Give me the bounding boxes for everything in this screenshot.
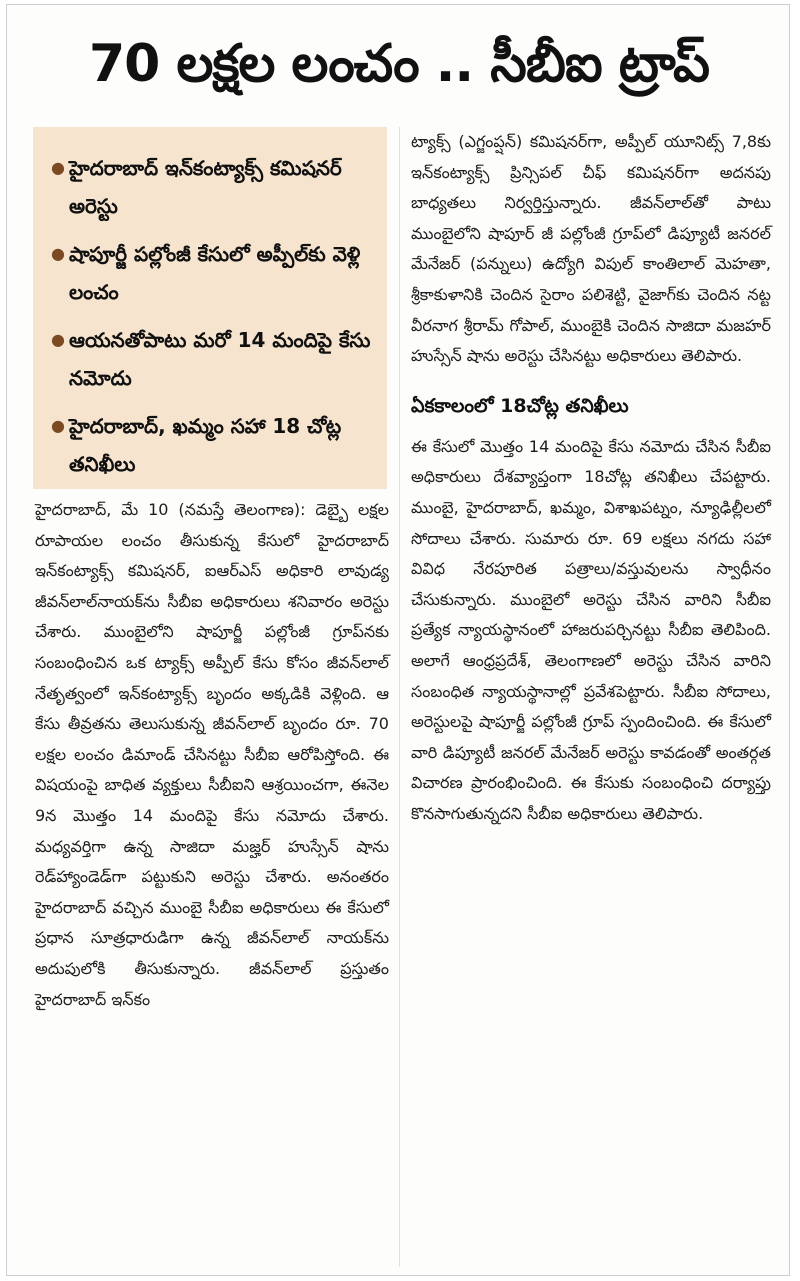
headline: 70 లక్షల లంచం .. సీబీఐ ట్రాప్ bbox=[89, 34, 709, 94]
highlight-text: హైదరాబాద్, ఖమ్మం సహా 18 చోట్ల తనిఖీలు bbox=[69, 414, 342, 476]
highlight-item bbox=[51, 149, 373, 225]
column-divider bbox=[399, 127, 400, 1267]
highlight-item bbox=[51, 321, 373, 397]
bullet-icon: ● bbox=[51, 244, 65, 263]
highlights-box bbox=[33, 127, 387, 489]
highlight-text: హైదరాబాద్ ఇన్‌కంట్యాక్స్ కమిషనర్ అరెస్టు bbox=[69, 156, 342, 218]
left-column bbox=[35, 495, 389, 1015]
bullet-icon: ● bbox=[51, 330, 65, 349]
bullet-icon: ● bbox=[51, 416, 65, 435]
subheading: ఏకకాలంలో 18చోట్ల తనిఖీలు bbox=[411, 394, 629, 417]
article-paragraph: ట్యాక్స్ (ఎగ్జంప్షన్) కమిషనర్‌గా, అప్పీల్ యూనిట్స్ 7,8కు ఇన్‌కంట్యాక్స్ ప్రిన్సిపల్ చీఫ్ కమిషనర్‌గా అదనపు బాధ్యతలు నిర్వర్తిస్తున్నారు. జీవన్‌లాల్‌తో పాటు ముంబైలోని షాపూర్ జీ పల్లోంజీ గ్రూప్‌లో డిప్యూటీ జనరల్ మేనేజర్ (పన్నులు) ఉద్యోగి విపుల్ కాంతిలాల్ మెహతా, శ్రీకాకుళానికి చెందిన సైరాం పలిశెట్టి, వైజాగ్‌కు చెందిన నట్ట వీరనాగ శ్రీరామ్ గోపాల్, ముంబైకి చెందిన సాజిదా మజహర్ హుస్సేన్ షాను అరెస్టు చేసినట్టు అధికారులు తెలిపారు. bbox=[411, 132, 771, 366]
article-paragraph: హైదరాబాద్, మే 10 (నమస్తే తెలంగాణ): డెబ్బై లక్షల రూపాయల లంచం తీసుకున్న కేసులో హైదరాబాద్ ఇన్‌కంట్యాక్స్ కమిషనర్, ఐఆర్‌ఎస్ అధికారి లావుడ్య జీవన్‌లాల్‌నాయక్‌ను సీబీఐ అధికారులు శనివారం అరెస్టు చేశారు. ముంబైలోని షాపూర్జీ పల్లోంజీ గ్రూప్‌నకు సంబంధించిన ఒక ట్యాక్స్ అప్పీల్ కేసు కోసం జీవన్‌లాల్ నేతృత్వంలో ఇన్‌కంట్యాక్స్ బృందం అక్కడికి వెళ్లింది. ఆ కేసు తీవ్రతను తెలుసుకున్న జీవన్‌లాల్ బృందం రూ. 70 లక్షల లంచం డిమాండ్ చేసినట్టు సీబీఐ ఆరోపిస్తోంది. ఈ విషయంపై బాధిత వ్యక్తులు సీబీఐని ఆశ్రయించగా, ఈనెల 9న మొత్తం 14 మందిపై కేసు నమోదు చేశారు. మధ్యవర్తిగా ఉన్న సాజిదా మజ్హర్ హుస్సేన్ షాను రెడ్‌హ్యాండెడ్‌గా పట్టుకుని అరెస్టు చేశారు. అనంతరం హైదరాబాద్ వచ్చిన ముంబై సీబీఐ అధికారులు ఈ కేసులో ప్రధాన సూత్రధారుడిగా ఉన్న జీవన్‌లాల్ నాయక్‌ను అదుపులోకి తీసుకున్నారు. జీవన్‌లాల్ ప్రస్తుతం హైదరాబాద్ ఇన్‌కం bbox=[35, 500, 389, 1009]
highlight-text: షాపూర్జీ పల్లోంజీ కేసులో అప్పీల్‌కు వెళ్లి లంచం bbox=[69, 242, 361, 304]
highlight-item bbox=[51, 407, 373, 483]
highlight-text: ఆయనతోపాటు మరో 14 మందిపై కేసు నమోదు bbox=[69, 328, 371, 390]
highlight-item bbox=[51, 235, 373, 311]
bullet-icon: ● bbox=[51, 158, 65, 177]
article-paragraph: ఈ కేసులో మొత్తం 14 మందిపై కేసు నమోదు చేసిన సీబీఐ అధికారులు దేశవ్యాప్తంగా 18చోట్ల తనిఖీలు చేపట్టారు. ముంబై, హైదరాబాద్, ఖమ్మం, విశాఖపట్నం, న్యూఢిల్లీలలో సోదాలు చేశారు. సుమారు రూ. 69 లక్షలు నగదు సహా వివిధ నేరపూరిత పత్రాలు/వస్తువులను స్వాధీనం చేసుకున్నారు. ముంబైలో అరెస్టు చేసిన వారిని సీబీఐ ప్రత్యేక న్యాయస్థానంలో హాజరుపర్చినట్టు సీబీఐ తెలిపింది. అలాగే ఆంధ్రప్రదేశ్, తెలంగాణలో అరెస్టు చేసిన వారిని సంబంధిత న్యాయస్థానాల్లో ప్రవేశపెట్టారు. సీబీఐ సోదాలు, అరెస్టులపై షాపూర్జీ పల్లోంజీ గ్రూప్ స్పందించింది. ఈ కేసులో వారి డిప్యూటీ జనరల్ మేనేజర్ అరెస్టు కావడంతో అంతర్గత విచారణ ప్రారంభించింది. ఈ కేసుకు సంబంధించి దర్యాప్తు కొనసాగుతున్నదని సీబీఐ అధికారులు తెలిపారు. bbox=[411, 436, 771, 823]
right-column bbox=[411, 127, 771, 829]
newspaper-clipping bbox=[6, 4, 790, 1276]
